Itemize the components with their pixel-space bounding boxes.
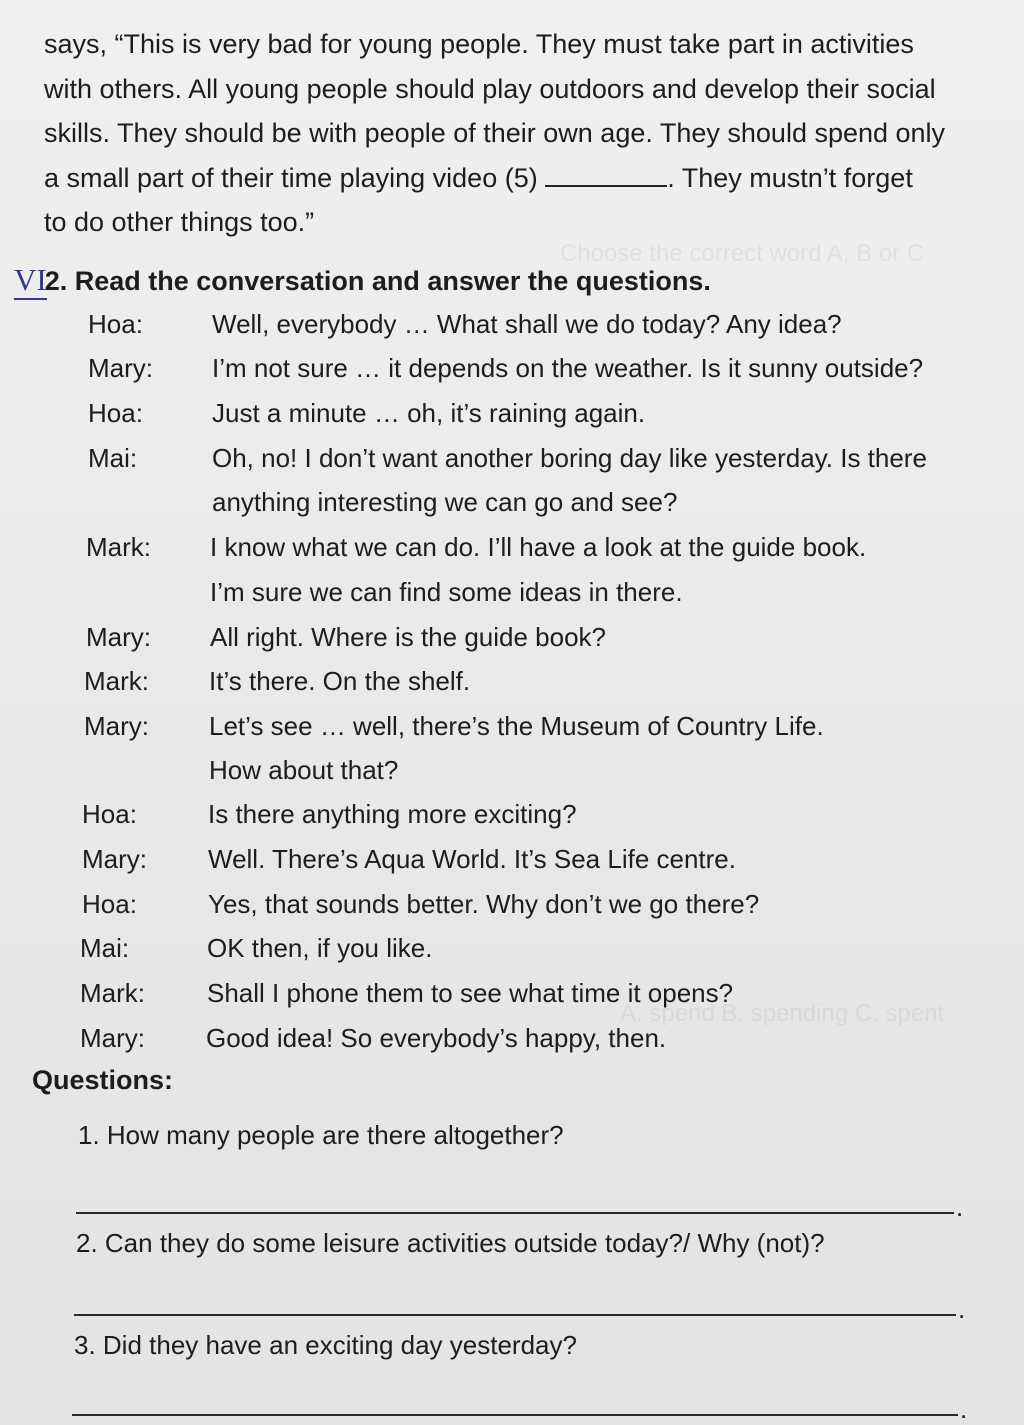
speech: Is there anything more exciting?: [208, 799, 577, 829]
bleed-through-text: A. spend B. spending C. spent: [620, 1000, 945, 1027]
answer-line-1[interactable]: [76, 1212, 954, 1214]
speech: I’m not sure … it depends on the weather. Is it sunny outside?: [212, 353, 924, 383]
speech: Oh, no! I don’t want another boring day like yesterday. Is there: [212, 443, 927, 473]
bleed-through-text: Choose the correct word A, B or C: [560, 240, 925, 267]
question-2: 2. Can they do some leisure activities outside today?/ Why (not)?: [76, 1228, 825, 1258]
speaker: Mark:: [84, 666, 149, 696]
speech: Just a minute … oh, it’s raining again.: [212, 398, 646, 428]
end-period: .: [956, 1192, 964, 1222]
passage-text: a small part of their time playing video (5): [44, 162, 546, 193]
speech-continued: anything interesting we can go and see?: [212, 487, 678, 517]
speech: Yes, that sounds better. Why don’t we go there?: [208, 889, 760, 919]
passage-line: with others. All young people should play outdoors and develop their social: [44, 73, 936, 104]
speaker: Mark:: [80, 978, 145, 1008]
questions-heading: Questions:: [32, 1065, 174, 1095]
speech: I know what we can do. I’ll have a look at the guide book.: [210, 532, 867, 562]
speaker: Hoa:: [88, 398, 143, 428]
speech: OK then, if you like.: [207, 933, 433, 963]
speaker: Mary:: [86, 622, 151, 652]
speaker: Mai:: [88, 443, 138, 473]
end-period: .: [958, 1294, 966, 1324]
speech-continued: I’m sure we can find some ideas in there.: [210, 577, 683, 607]
passage-line: skills. They should be with people of their own age. They should spend only: [44, 118, 946, 148]
question-3: 3. Did they have an exciting day yesterday?: [74, 1330, 577, 1360]
passage-line: to do other things too.”: [44, 207, 315, 237]
speaker: Hoa:: [82, 889, 137, 919]
question-1: 1. How many people are there altogether?: [78, 1120, 564, 1150]
speaker: Hoa:: [82, 799, 137, 829]
speech: Shall I phone them to see what time it opens?: [207, 978, 734, 1008]
answer-line-2[interactable]: [74, 1314, 956, 1316]
speech: Well, everybody … What shall we do today? Any idea?: [212, 309, 842, 339]
speech-continued: How about that?: [209, 755, 399, 785]
speech: Well. There’s Aqua World. It’s Sea Life centre.: [208, 844, 736, 874]
speaker: Mark:: [86, 532, 151, 562]
speech: All right. Where is the guide book?: [210, 622, 606, 652]
speech: It’s there. On the shelf.: [209, 666, 471, 696]
passage-text: . They mustn’t forget: [667, 162, 913, 193]
speech: Let’s see … well, there’s the Museum of Country Life.: [209, 711, 824, 741]
speaker: Hoa:: [88, 309, 143, 339]
speech: Good idea! So everybody’s happy, then.: [206, 1023, 667, 1053]
speaker: Mary:: [82, 844, 147, 874]
speaker: Mary:: [88, 353, 153, 383]
handwritten-roman-numeral: VI: [14, 262, 47, 300]
passage-line: says, “This is very bad for young people. They must take part in activities: [44, 29, 914, 59]
exercise-title: 2. Read the conversation and answer the questions.: [44, 266, 711, 296]
speaker: Mai:: [80, 933, 130, 963]
speaker: Mary:: [80, 1023, 145, 1053]
end-period: .: [960, 1394, 968, 1424]
answer-line-3[interactable]: [72, 1414, 958, 1416]
speaker: Mary:: [84, 711, 149, 741]
